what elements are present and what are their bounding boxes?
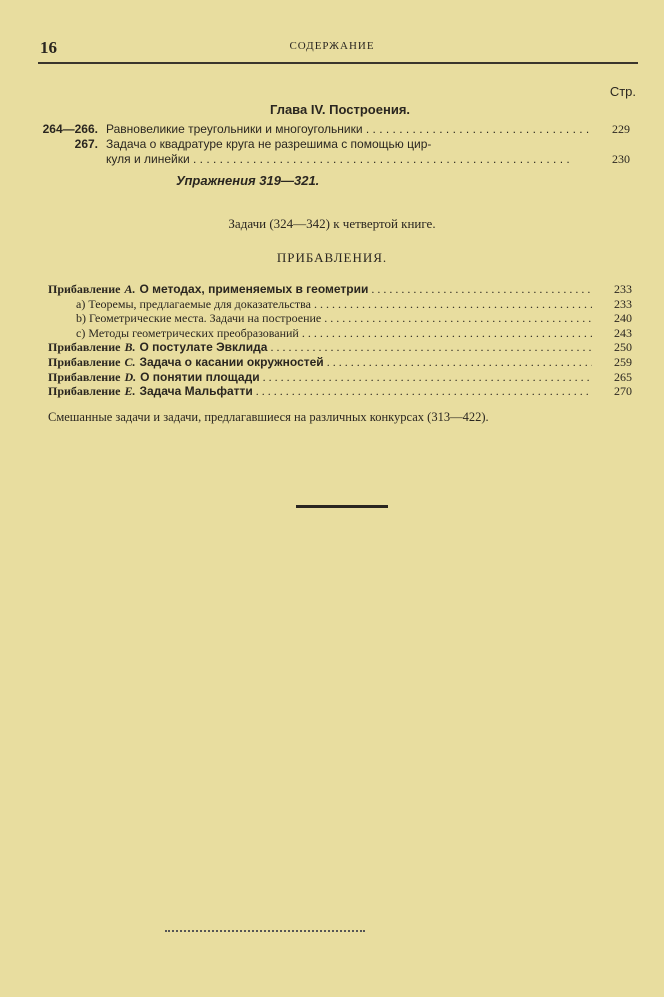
appendix-letter: D. [124, 369, 137, 384]
entry-text [48, 326, 592, 341]
appendix-entry [48, 370, 632, 385]
entry-number: 267. [74, 137, 98, 151]
appendix-title: О понятии площади [140, 369, 260, 384]
appendix-entry [48, 311, 632, 326]
running-title: СОДЕРЖАНИЕ [289, 40, 375, 52]
scan-smudge [165, 930, 365, 932]
appendix-entry [48, 282, 632, 297]
appendix-label: Прибавление [48, 282, 121, 296]
end-ornament [296, 505, 388, 508]
toc-entry [40, 137, 630, 151]
entry-text: Задача о квадратуре круга не разрешима с помощью цир- [106, 137, 432, 151]
appendix-title: Задача о касании окружностей [139, 355, 324, 369]
entry-text [48, 340, 592, 355]
appendix-label: Прибавление [48, 384, 121, 399]
toc-entry [40, 152, 630, 167]
entry-text [48, 355, 592, 370]
entry-text [48, 297, 592, 312]
appendix-title: О методах, применяемых в геометрии [139, 282, 369, 296]
entry-page: 240 [614, 311, 632, 326]
entry-page: 230 [612, 152, 630, 166]
appendix-label: Прибавление [48, 355, 121, 369]
appendix-label: Прибавление [48, 340, 121, 355]
toc-entry [40, 122, 630, 137]
entry-text [48, 282, 592, 297]
chapter-title: Глава IV. Построения. [269, 102, 411, 117]
appendix-title: О постулате Эвклида [139, 340, 268, 355]
appendices-title: ПРИБАВЛЕНИЯ. [276, 250, 388, 265]
subsection-title: a) Теоремы, предлагаемые для доказательства [76, 296, 311, 311]
exercises-line: Упражнения 319—321. [176, 173, 320, 188]
entry-page: 259 [614, 355, 632, 369]
appendix-entry [48, 355, 632, 370]
entry-text [48, 384, 592, 399]
entry-text [48, 370, 592, 385]
entry-text: куля и линейки . . . [106, 152, 590, 167]
page-column-label: Стр. [609, 84, 636, 99]
entry-page: 233 [614, 282, 632, 296]
appendix-title: Задача Мальфатти [139, 384, 253, 399]
header-rule [38, 62, 638, 64]
entry-page: 229 [612, 122, 630, 136]
entry-page: 270 [614, 384, 632, 399]
entry-page: 250 [614, 340, 632, 355]
entry-page: 243 [614, 325, 632, 340]
entry-page [590, 137, 630, 151]
appendix-letter: E. [124, 384, 136, 399]
entry-page: 233 [614, 296, 632, 311]
mixed-tasks-line: Смешанные задачи и задачи, предлагавшиеся на различных конкурсах (313—422). [48, 410, 489, 424]
entry-number: 264—266. [42, 122, 98, 136]
appendix-entry [48, 297, 632, 312]
tasks-line: Задачи (324—342) к четвертой книге. [228, 216, 436, 231]
page-number: 16 [40, 38, 57, 57]
appendix-label: Прибавление [48, 369, 121, 384]
appendix-letter: A. [124, 282, 136, 296]
appendix-letter: B. [124, 340, 136, 355]
subsection-title: b) Геометрические места. Задачи на построение [76, 311, 322, 326]
entry-text [48, 311, 592, 326]
appendix-entry [48, 326, 632, 341]
appendix-entry [48, 384, 632, 399]
entry-page: 265 [614, 369, 632, 384]
entry-text: Равновеликие треугольники и многоугольники . . . [106, 122, 590, 137]
entry-number [40, 152, 106, 167]
appendix-entry [48, 340, 632, 355]
subsection-title: c) Методы геометрических преобразований [76, 325, 299, 340]
appendix-letter: C. [124, 355, 136, 369]
